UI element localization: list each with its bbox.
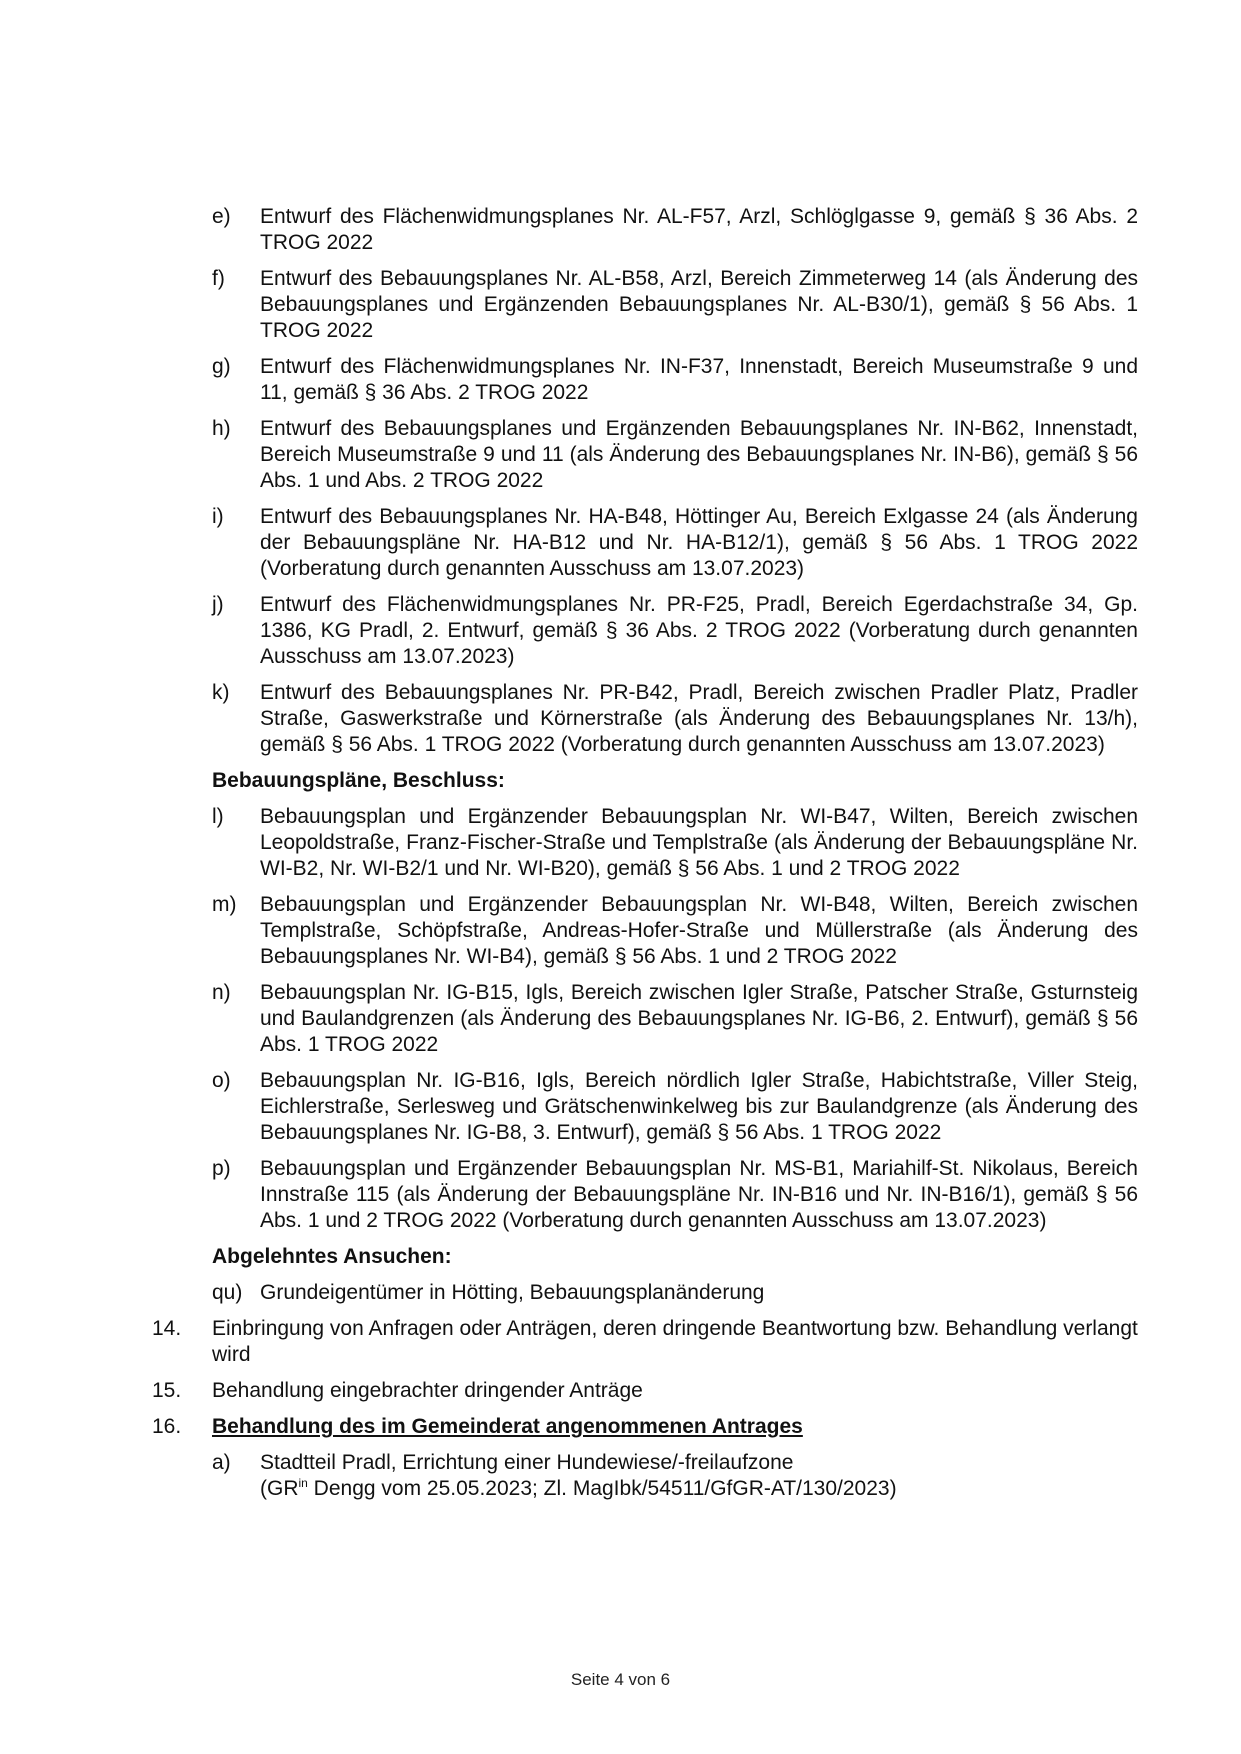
item-label: j) (212, 593, 224, 616)
item-text-line2: Dengg vom 25.05.2023; Zl. MagIbk/54511/GfGR-AT/130/2023) (307, 1477, 897, 1500)
item-label: m) (212, 893, 237, 916)
item-text: Entwurf des Bebauungsplanes Nr. HA-B48, Höttinger Au, Bereich Exlgasse 24 (als Änderung der Bebauungspläne Nr. HA-B12 und Nr. HA-B12/1), gemäß § 56 Abs. 1 TROG 2022 (Vorberatung durch genannten Ausschuss am 13.07.2023) (260, 505, 1138, 580)
item-label: h) (212, 417, 231, 440)
agenda-item-n (212, 980, 1138, 1058)
item-text: Entwurf des Flächenwidmungsplanes Nr. PR-F25, Pradl, Bereich Egerdachstraße 34, Gp. 1386, KG Pradl, 2. Entwurf, gemäß § 36 Abs. 2 TROG 2022 (Vorberatung durch genannten Ausschuss am 13.07.2023) (260, 593, 1138, 668)
item-text: Entwurf des Flächenwidmungsplanes Nr. AL-F57, Arzl, Schlöglgasse 9, gemäß § 36 Abs. 2 TROG 2022 (260, 205, 1138, 254)
item-text: Bebauungsplan und Ergänzender Bebauungsplan Nr. MS-B1, Mariahilf-St. Nikolaus, Bereich Innstraße 115 (als Änderung der Bebauungspläne Nr. IN-B16 und Nr. IN-B16/1), gemäß § 56 Abs. 1 und 2 TROG 2022 (Vorberatung durch genannten Ausschuss am 13.07.2023) (260, 1157, 1138, 1232)
item-label: e) (212, 205, 231, 228)
agenda-item-o (212, 1068, 1138, 1146)
agenda-point-14 (152, 1316, 1138, 1368)
item-label: l) (212, 805, 224, 828)
point-number: 15. (152, 1379, 182, 1402)
item-text: Grundeigentümer in Hötting, Bebauungsplanänderung (260, 1281, 765, 1304)
item-text-line1: Stadtteil Pradl, Errichtung einer Hundewiese/-freilaufzone (260, 1451, 794, 1474)
item-label: a) (212, 1451, 231, 1474)
item-label: p) (212, 1157, 231, 1180)
section-heading-bebauungsplaene: Bebauungspläne, Beschluss: (212, 769, 505, 792)
item-text: Entwurf des Bebauungsplanes Nr. AL-B58, Arzl, Bereich Zimmeterweg 14 (als Änderung des Bebauungsplanes und Ergänzenden Bebauungsplanes Nr. AL-B30/1), gemäß § 56 Abs. 1 TROG 2022 (260, 267, 1138, 342)
agenda-point-16 (152, 1414, 1138, 1440)
agenda-item-f (212, 266, 1138, 344)
point-number: 14. (152, 1317, 182, 1340)
agenda-content (152, 204, 1138, 1512)
item-text (260, 1450, 1138, 1502)
sublist-point-16 (212, 1450, 1138, 1502)
agenda-item-l (212, 804, 1138, 882)
agenda-item-e (212, 204, 1138, 256)
agenda-item-h (212, 416, 1138, 494)
item-text: Entwurf des Bebauungsplanes und Ergänzenden Bebauungsplanes Nr. IN-B62, Innenstadt, Bereich Museumstraße 9 und 11 (als Änderung des Bebauungsplanes Nr. IN-B6), gemäß § 56 Abs. 1 und Abs. 2 TROG 2022 (260, 417, 1138, 492)
gr-abbrev: GR (267, 1477, 299, 1500)
item-label: g) (212, 355, 231, 378)
gr-superscript: in (298, 1476, 308, 1490)
agenda-item-16a (212, 1450, 1138, 1502)
point-text: Behandlung eingebrachter dringender Anträge (212, 1379, 643, 1402)
item-text: Bebauungsplan und Ergänzender Bebauungsplan Nr. WI-B47, Wilten, Bereich zwischen Leopoldstraße, Franz-Fischer-Straße und Templstraße (als Änderung der Bebauungspläne Nr. WI-B2, Nr. WI-B2/1 und Nr. WI-B20), gemäß § 56 Abs. 1 und 2 TROG 2022 (260, 805, 1138, 880)
agenda-item-j (212, 592, 1138, 670)
item-text: Bebauungsplan Nr. IG-B16, Igls, Bereich nördlich Igler Straße, Habichtstraße, Viller Steig, Eichlerstraße, Serlesweg und Grätschenwinkelweg bis zur Baulandgrenze (als Änderung des Bebauungsplanes Nr. IG-B8, 3. Entwurf), gemäß § 56 Abs. 1 TROG 2022 (260, 1069, 1138, 1144)
agenda-item-i (212, 504, 1138, 582)
section-heading-abgelehnt: Abgelehntes Ansuchen: (212, 1245, 452, 1268)
item-label: n) (212, 981, 231, 1004)
item-label: o) (212, 1069, 231, 1092)
point-text: Behandlung des im Gemeinderat angenommenen Antrages (212, 1415, 803, 1438)
agenda-item-k (212, 680, 1138, 758)
agenda-item-m (212, 892, 1138, 970)
agenda-item-qu (212, 1280, 1138, 1306)
item-text: Entwurf des Flächenwidmungsplanes Nr. IN-F37, Innenstadt, Bereich Museumstraße 9 und 11, gemäß § 36 Abs. 2 TROG 2022 (260, 355, 1138, 404)
point-number: 16. (152, 1415, 182, 1438)
item-text: Bebauungsplan und Ergänzender Bebauungsplan Nr. WI-B48, Wilten, Bereich zwischen Templstraße, Schöpfstraße, Andreas-Hofer-Straße und Müllerstraße (als Änderung des Bebauungsplanes Nr. WI-B4), gemäß § 56 Abs. 1 und 2 TROG 2022 (260, 893, 1138, 968)
agenda-item-g (212, 354, 1138, 406)
page-footer: Seite 4 von 6 (570, 1670, 671, 1689)
item-label: i) (212, 505, 224, 528)
item-label: k) (212, 681, 230, 704)
item-text: Bebauungsplan Nr. IG-B15, Igls, Bereich zwischen Igler Straße, Patscher Straße, Gsturnsteig und Baulandgrenzen (als Änderung des Bebauungsplanes Nr. IG-B6, 2. Entwurf), gemäß § 56 Abs. 1 TROG 2022 (260, 981, 1138, 1056)
item-label: f) (212, 267, 225, 290)
sublist-draft-plans (212, 204, 1138, 1306)
point-text: Einbringung von Anfragen oder Anträgen, deren dringende Beantwortung bzw. Behandlung verlangt wird (212, 1317, 1138, 1366)
item-text: Entwurf des Bebauungsplanes Nr. PR-B42, Pradl, Bereich zwischen Pradler Platz, Pradler Straße, Gaswerkstraße und Körnerstraße (als Änderung des Bebauungsplanes Nr. 13/h), gemäß § 56 Abs. 1 TROG 2022 (Vorberatung durch genannten Ausschuss am 13.07.2023) (260, 681, 1138, 756)
agenda-item-p (212, 1156, 1138, 1234)
item-label: qu) (212, 1281, 243, 1304)
agenda-point-15 (152, 1378, 1138, 1404)
paren-open: ( (260, 1477, 267, 1500)
